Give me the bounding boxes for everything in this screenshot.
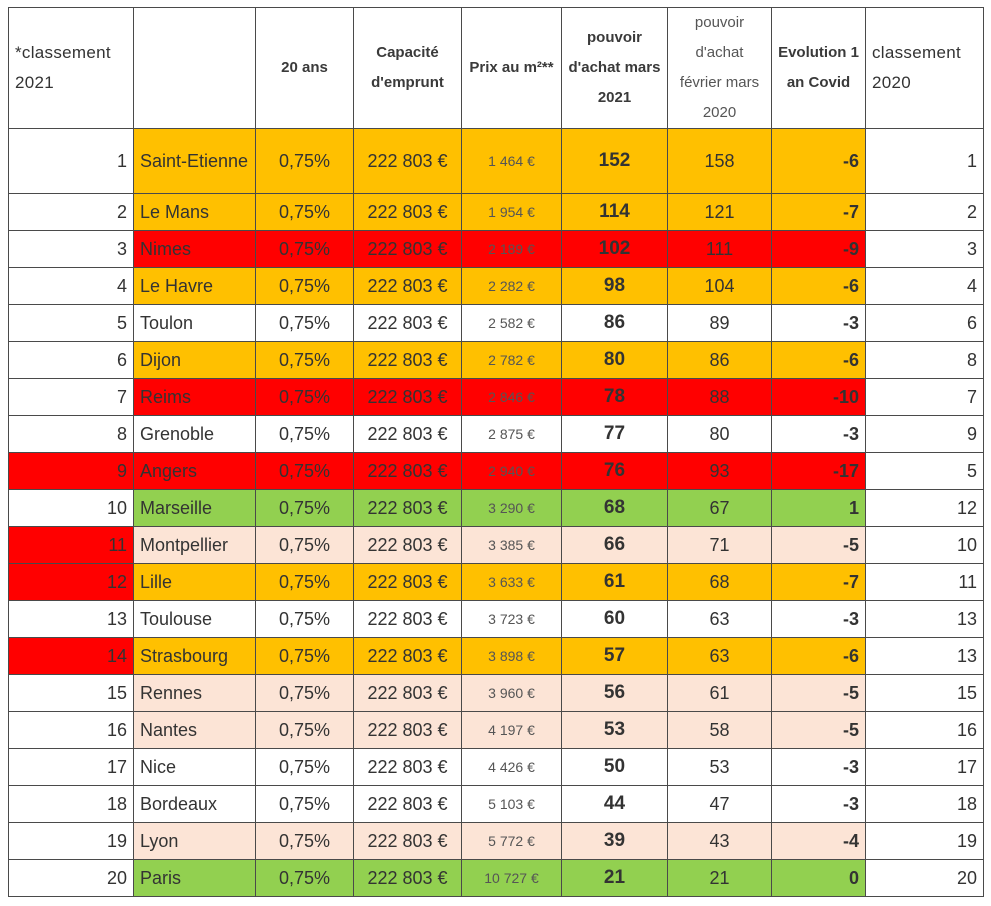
rate-cell: 0,75% — [256, 786, 354, 823]
pouvoir-2020-cell: 104 — [668, 268, 772, 305]
rank-2020-cell: 1 — [866, 129, 984, 194]
evolution-cell: -7 — [772, 194, 866, 231]
rank-2020-cell: 8 — [866, 342, 984, 379]
price-cell: 3 960 € — [462, 675, 562, 712]
pouvoir-2021-cell: 98 — [562, 268, 668, 305]
rank-2021-cell: 10 — [9, 490, 134, 527]
pouvoir-2020-cell: 43 — [668, 823, 772, 860]
rank-2021-cell: 5 — [9, 305, 134, 342]
price-cell: 2 782 € — [462, 342, 562, 379]
city-cell: Marseille — [134, 490, 256, 527]
rank-2020-cell: 11 — [866, 564, 984, 601]
evolution-cell: -6 — [772, 129, 866, 194]
pouvoir-2020-cell: 53 — [668, 749, 772, 786]
city-cell: Lille — [134, 564, 256, 601]
header-row — [9, 8, 984, 129]
pouvoir-2021-cell: 114 — [562, 194, 668, 231]
pouvoir-2021-cell: 44 — [562, 786, 668, 823]
header-pouvoir-2021: pouvoir d'achat mars 2021 — [562, 8, 668, 129]
evolution-cell: -3 — [772, 749, 866, 786]
city-cell: Rennes — [134, 675, 256, 712]
city-cell: Angers — [134, 453, 256, 490]
price-cell: 3 633 € — [462, 564, 562, 601]
rank-2020-cell: 13 — [866, 601, 984, 638]
table-row — [9, 860, 984, 897]
pouvoir-2020-cell: 93 — [668, 453, 772, 490]
table-row — [9, 564, 984, 601]
capacity-cell: 222 803 € — [354, 416, 462, 453]
pouvoir-2020-cell: 63 — [668, 601, 772, 638]
rate-cell: 0,75% — [256, 342, 354, 379]
rank-2021-cell: 15 — [9, 675, 134, 712]
pouvoir-2021-cell: 50 — [562, 749, 668, 786]
pouvoir-2021-cell: 77 — [562, 416, 668, 453]
city-cell: Saint-Etienne — [134, 129, 256, 194]
city-cell: Le Mans — [134, 194, 256, 231]
pouvoir-2021-cell: 102 — [562, 231, 668, 268]
table-row — [9, 305, 984, 342]
rate-cell: 0,75% — [256, 601, 354, 638]
pouvoir-2020-cell: 71 — [668, 527, 772, 564]
city-cell: Toulouse — [134, 601, 256, 638]
header-evolution: Evolution 1 an Covid — [772, 8, 866, 129]
rate-cell: 0,75% — [256, 749, 354, 786]
table-body — [9, 129, 984, 897]
pouvoir-2020-cell: 47 — [668, 786, 772, 823]
pouvoir-2021-cell: 86 — [562, 305, 668, 342]
capacity-cell: 222 803 € — [354, 453, 462, 490]
price-cell: 2 189 € — [462, 231, 562, 268]
evolution-cell: -3 — [772, 786, 866, 823]
capacity-cell: 222 803 € — [354, 527, 462, 564]
pouvoir-2020-cell: 86 — [668, 342, 772, 379]
rate-cell: 0,75% — [256, 564, 354, 601]
table-row — [9, 129, 984, 194]
price-cell: 3 723 € — [462, 601, 562, 638]
price-cell: 3 290 € — [462, 490, 562, 527]
capacity-cell: 222 803 € — [354, 564, 462, 601]
rank-2020-cell: 9 — [866, 416, 984, 453]
pouvoir-2020-cell: 67 — [668, 490, 772, 527]
capacity-cell: 222 803 € — [354, 268, 462, 305]
header-classement-2020: classement 2020 — [866, 8, 984, 129]
rank-2021-cell: 11 — [9, 527, 134, 564]
evolution-cell: -6 — [772, 638, 866, 675]
city-cell: Nice — [134, 749, 256, 786]
table-row — [9, 231, 984, 268]
price-cell: 1 464 € — [462, 129, 562, 194]
capacity-cell: 222 803 € — [354, 786, 462, 823]
rank-2021-cell: 7 — [9, 379, 134, 416]
pouvoir-2021-cell: 76 — [562, 453, 668, 490]
evolution-cell: -7 — [772, 564, 866, 601]
price-cell: 2 582 € — [462, 305, 562, 342]
evolution-cell: -9 — [772, 231, 866, 268]
rank-2020-cell: 6 — [866, 305, 984, 342]
pouvoir-2021-cell: 60 — [562, 601, 668, 638]
pouvoir-2020-cell: 158 — [668, 129, 772, 194]
table-row — [9, 342, 984, 379]
rate-cell: 0,75% — [256, 416, 354, 453]
rank-2020-cell: 13 — [866, 638, 984, 675]
pouvoir-2021-cell: 39 — [562, 823, 668, 860]
evolution-cell: -6 — [772, 268, 866, 305]
rank-2021-cell: 4 — [9, 268, 134, 305]
capacity-cell: 222 803 € — [354, 129, 462, 194]
city-cell: Bordeaux — [134, 786, 256, 823]
capacity-cell: 222 803 € — [354, 231, 462, 268]
pouvoir-2021-cell: 61 — [562, 564, 668, 601]
capacity-cell: 222 803 € — [354, 638, 462, 675]
rate-cell: 0,75% — [256, 453, 354, 490]
header-ville — [134, 8, 256, 129]
rank-2020-cell: 12 — [866, 490, 984, 527]
evolution-cell: 0 — [772, 860, 866, 897]
capacity-cell: 222 803 € — [354, 305, 462, 342]
table-row — [9, 712, 984, 749]
price-cell: 3 385 € — [462, 527, 562, 564]
pouvoir-2020-cell: 61 — [668, 675, 772, 712]
table-row — [9, 786, 984, 823]
city-cell: Toulon — [134, 305, 256, 342]
rate-cell: 0,75% — [256, 823, 354, 860]
header-prix: Prix au m²** — [462, 8, 562, 129]
rate-cell: 0,75% — [256, 675, 354, 712]
price-cell: 2 846 € — [462, 379, 562, 416]
pouvoir-2020-cell: 68 — [668, 564, 772, 601]
rank-2020-cell: 17 — [866, 749, 984, 786]
rank-2021-cell: 12 — [9, 564, 134, 601]
rate-cell: 0,75% — [256, 712, 354, 749]
rate-cell: 0,75% — [256, 527, 354, 564]
table-row — [9, 675, 984, 712]
pouvoir-2020-cell: 80 — [668, 416, 772, 453]
price-cell: 5 772 € — [462, 823, 562, 860]
evolution-cell: -17 — [772, 453, 866, 490]
pouvoir-2021-cell: 80 — [562, 342, 668, 379]
rank-2021-cell: 19 — [9, 823, 134, 860]
price-cell: 3 898 € — [462, 638, 562, 675]
evolution-cell: -3 — [772, 305, 866, 342]
pouvoir-2021-cell: 78 — [562, 379, 668, 416]
rank-2021-cell: 6 — [9, 342, 134, 379]
table-row — [9, 194, 984, 231]
rate-cell: 0,75% — [256, 305, 354, 342]
price-cell: 4 426 € — [462, 749, 562, 786]
pouvoir-2021-cell: 152 — [562, 129, 668, 194]
table-row — [9, 527, 984, 564]
rank-2020-cell: 20 — [866, 860, 984, 897]
evolution-cell: -5 — [772, 712, 866, 749]
rank-2020-cell: 2 — [866, 194, 984, 231]
rank-2021-cell: 8 — [9, 416, 134, 453]
rate-cell: 0,75% — [256, 231, 354, 268]
rate-cell: 0,75% — [256, 268, 354, 305]
pouvoir-2020-cell: 111 — [668, 231, 772, 268]
rate-cell: 0,75% — [256, 379, 354, 416]
capacity-cell: 222 803 € — [354, 749, 462, 786]
table-row — [9, 823, 984, 860]
city-cell: Grenoble — [134, 416, 256, 453]
table-row — [9, 379, 984, 416]
rank-2021-cell: 20 — [9, 860, 134, 897]
header-capacite: Capacité d'emprunt — [354, 8, 462, 129]
evolution-cell: -5 — [772, 675, 866, 712]
header-classement-2021: *classement 2021 — [9, 8, 134, 129]
pouvoir-2020-cell: 88 — [668, 379, 772, 416]
price-cell: 2 940 € — [462, 453, 562, 490]
city-cell: Paris — [134, 860, 256, 897]
capacity-cell: 222 803 € — [354, 823, 462, 860]
evolution-cell: 1 — [772, 490, 866, 527]
rank-2021-cell: 13 — [9, 601, 134, 638]
price-cell: 5 103 € — [462, 786, 562, 823]
price-cell: 2 875 € — [462, 416, 562, 453]
pouvoir-2020-cell: 63 — [668, 638, 772, 675]
header-pouvoir-2020: pouvoir d'achat février mars 2020 — [668, 8, 772, 129]
city-cell: Dijon — [134, 342, 256, 379]
ranking-table — [8, 7, 984, 897]
table-container — [8, 7, 984, 897]
pouvoir-2021-cell: 56 — [562, 675, 668, 712]
pouvoir-2021-cell: 66 — [562, 527, 668, 564]
table-row — [9, 268, 984, 305]
capacity-cell: 222 803 € — [354, 490, 462, 527]
rank-2021-cell: 18 — [9, 786, 134, 823]
rank-2020-cell: 18 — [866, 786, 984, 823]
city-cell: Montpellier — [134, 527, 256, 564]
rank-2021-cell: 14 — [9, 638, 134, 675]
capacity-cell: 222 803 € — [354, 712, 462, 749]
capacity-cell: 222 803 € — [354, 379, 462, 416]
pouvoir-2021-cell: 21 — [562, 860, 668, 897]
rate-cell: 0,75% — [256, 194, 354, 231]
pouvoir-2020-cell: 21 — [668, 860, 772, 897]
rank-2020-cell: 7 — [866, 379, 984, 416]
price-cell: 2 282 € — [462, 268, 562, 305]
rank-2020-cell: 15 — [866, 675, 984, 712]
evolution-cell: -10 — [772, 379, 866, 416]
table-row — [9, 601, 984, 638]
evolution-cell: -3 — [772, 601, 866, 638]
pouvoir-2020-cell: 89 — [668, 305, 772, 342]
price-cell: 4 197 € — [462, 712, 562, 749]
rate-cell: 0,75% — [256, 490, 354, 527]
capacity-cell: 222 803 € — [354, 194, 462, 231]
pouvoir-2021-cell: 53 — [562, 712, 668, 749]
table-row — [9, 490, 984, 527]
table-row — [9, 749, 984, 786]
capacity-cell: 222 803 € — [354, 860, 462, 897]
capacity-cell: 222 803 € — [354, 342, 462, 379]
rank-2020-cell: 19 — [866, 823, 984, 860]
pouvoir-2021-cell: 68 — [562, 490, 668, 527]
rate-cell: 0,75% — [256, 860, 354, 897]
evolution-cell: -3 — [772, 416, 866, 453]
city-cell: Strasbourg — [134, 638, 256, 675]
capacity-cell: 222 803 € — [354, 675, 462, 712]
rank-2021-cell: 1 — [9, 129, 134, 194]
rank-2021-cell: 3 — [9, 231, 134, 268]
evolution-cell: -4 — [772, 823, 866, 860]
rate-cell: 0,75% — [256, 638, 354, 675]
city-cell: Nantes — [134, 712, 256, 749]
evolution-cell: -5 — [772, 527, 866, 564]
city-cell: Lyon — [134, 823, 256, 860]
rank-2020-cell: 5 — [866, 453, 984, 490]
rank-2021-cell: 9 — [9, 453, 134, 490]
city-cell: Le Havre — [134, 268, 256, 305]
rank-2021-cell: 17 — [9, 749, 134, 786]
table-row — [9, 416, 984, 453]
price-cell: 10 727 € — [462, 860, 562, 897]
table-row — [9, 453, 984, 490]
table-row — [9, 638, 984, 675]
pouvoir-2020-cell: 58 — [668, 712, 772, 749]
rate-cell: 0,75% — [256, 129, 354, 194]
rank-2020-cell: 10 — [866, 527, 984, 564]
pouvoir-2020-cell: 121 — [668, 194, 772, 231]
capacity-cell: 222 803 € — [354, 601, 462, 638]
header-20-ans: 20 ans — [256, 8, 354, 129]
price-cell: 1 954 € — [462, 194, 562, 231]
evolution-cell: -6 — [772, 342, 866, 379]
city-cell: Nimes — [134, 231, 256, 268]
rank-2021-cell: 16 — [9, 712, 134, 749]
pouvoir-2021-cell: 57 — [562, 638, 668, 675]
rank-2020-cell: 4 — [866, 268, 984, 305]
city-cell: Reims — [134, 379, 256, 416]
rank-2020-cell: 3 — [866, 231, 984, 268]
rank-2020-cell: 16 — [866, 712, 984, 749]
rank-2021-cell: 2 — [9, 194, 134, 231]
